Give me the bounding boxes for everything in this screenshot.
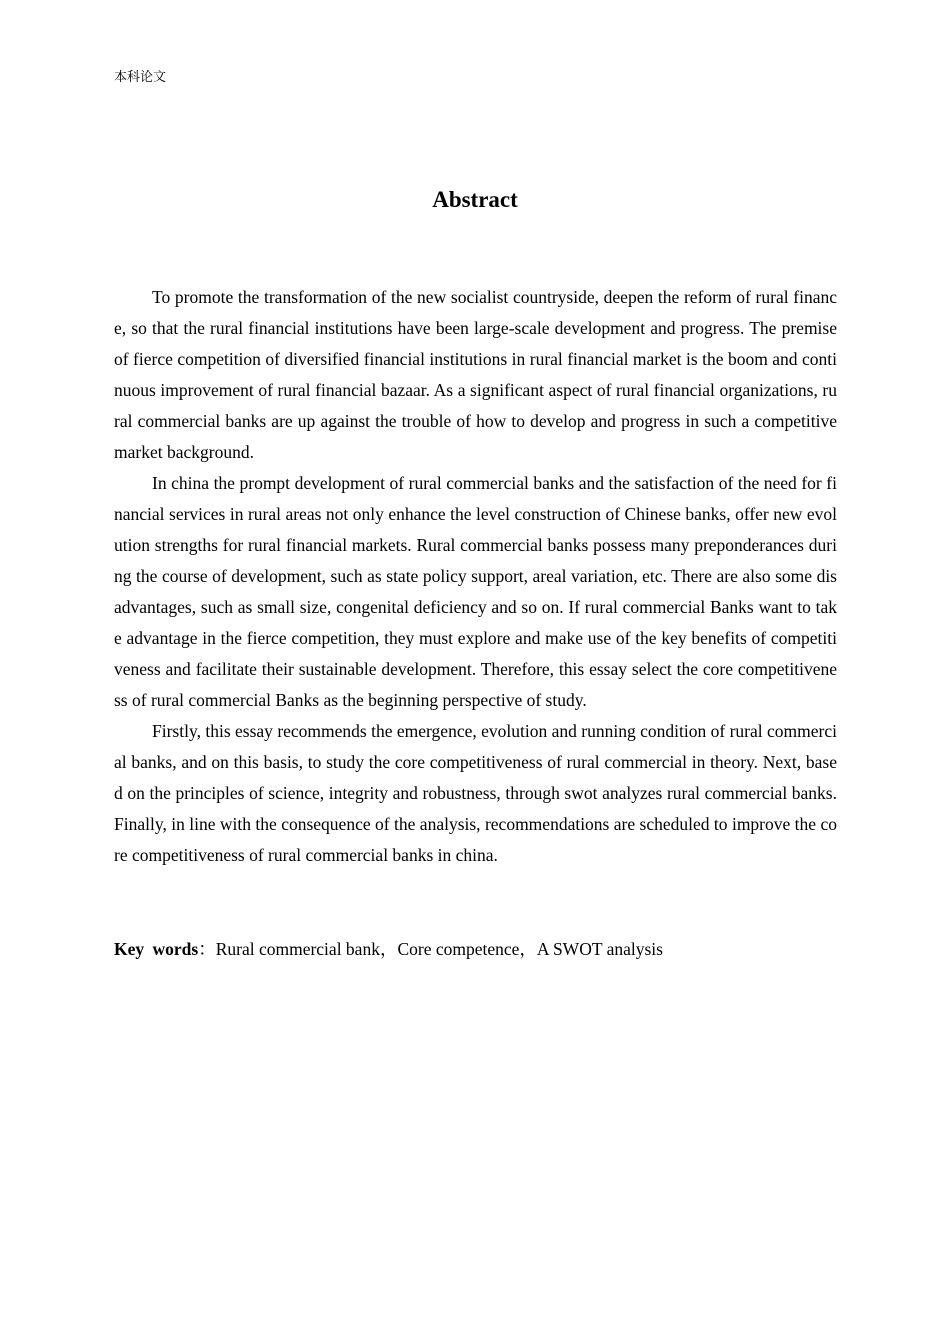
abstract-body <box>114 282 837 871</box>
page-header-label: 本科论文 <box>114 70 167 85</box>
abstract-paragraph-2: In china the prompt development of rural commercial banks and the satisfaction of the need for financial services in rural areas not only enhance the level construction of Chinese banks, offer new evolution strengths for rural financial markets. Rural commercial banks possess many preponderances during the course of development, such as state policy support, areal variation, etc. There are also some disadvantages, such as small size, congenital deficiency and so on. If rural commercial Banks want to take advantage in the fierce competition, they must explore and make use of the key benefits of competitiveness and facilitate their sustainable development. Therefore, this essay select the core competitiveness of rural commercial Banks as the beginning perspective of study. <box>114 473 837 710</box>
abstract-paragraph-3: Firstly, this essay recommends the emergence, evolution and running condition of rural commercial banks, and on this basis, to study the core competitiveness of rural commercial in theory. Next, based on the principles of science, integrity and robustness, through swot analyzes rural commercial banks. Finally, in line with the consequence of the analysis, recommendations are scheduled to improve the core competitiveness of rural commercial banks in china. <box>114 721 837 865</box>
abstract-title: Abstract <box>432 187 518 212</box>
keywords-separator: ： <box>198 939 216 959</box>
keywords-label: Key words <box>114 939 199 959</box>
keywords-line <box>114 934 837 965</box>
keywords-text: Rural commercial bank，Core competence，A SWOT analysis <box>215 939 663 959</box>
abstract-paragraph-1: To promote the transformation of the new socialist countryside, deepen the reform of rural finance, so that the rural financial institutions have been large-scale development and progress. The premise of fierce competition of diversified financial institutions in rural financial market is the boom and continuous improvement of rural financial bazaar. As a significant aspect of rural financial organizations, rural commercial banks are up against the trouble of how to develop and progress in such a competitive market background. <box>114 287 837 462</box>
